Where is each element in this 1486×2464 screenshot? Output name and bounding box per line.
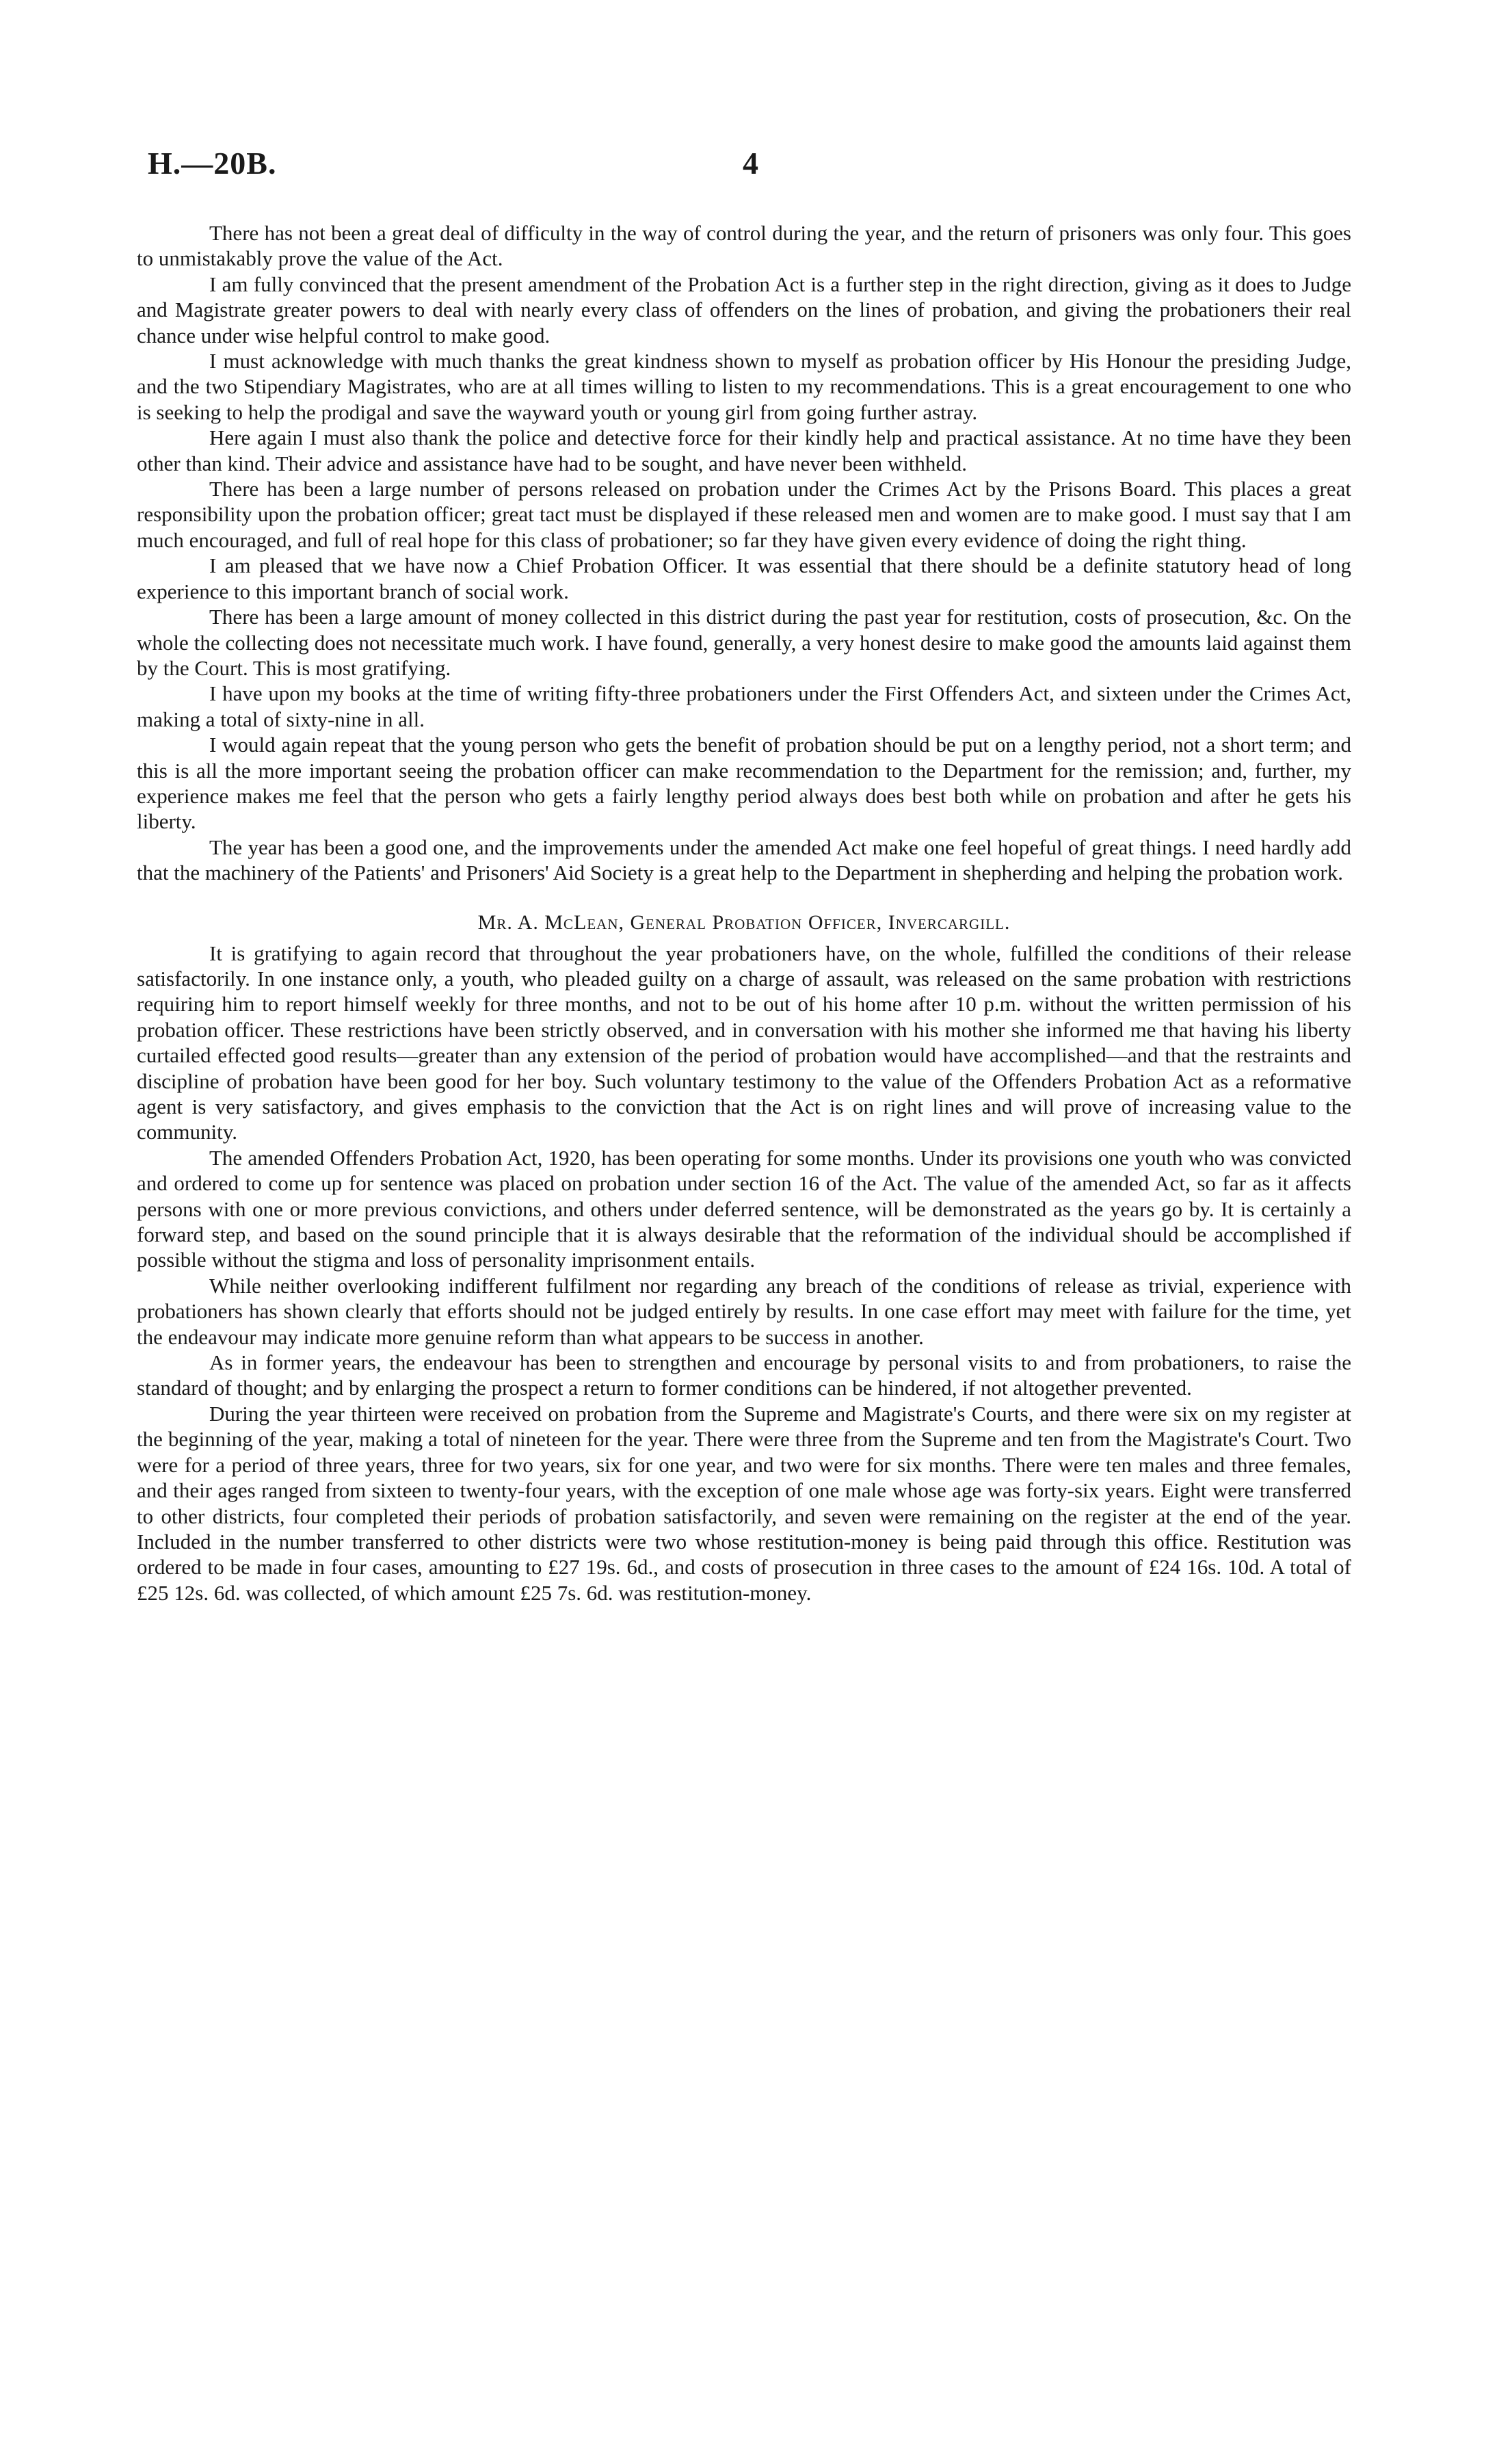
paragraph-chief-probation-officer: I am pleased that we have now a Chief Probation Officer. It was essential that there should be a definite statutory head of long experience to this important branch of social work. <box>137 553 1351 603</box>
document-reference: H.—20B. <box>148 146 277 181</box>
paragraph-former-years: As in former years, the endeavour has been to strengthen and encourage by personal visits to and from probationers, to raise the standard of thought; and by enlarging the prospect a return to former conditions can be hindered, if not altogether prevented. <box>137 1350 1351 1400</box>
paragraph-thanks-judge: I must acknowledge with much thanks the great kindness shown to myself as probation officer by His Honour the presiding Judge, and the two Stipendiary Magistrates, who are at all times willing to listen to my recommendations. This is a great encouragement to one who is seeking to help the prodigal and save the wayward youth or young girl from going further astray. <box>137 349 1351 424</box>
paragraph-control-during-year: There has not been a great deal of difficulty in the way of control during the year, and the return of prisoners was only four. This goes to unmistakably prove the value of the Act. <box>137 221 1351 271</box>
paragraph-judged-by-results: While neither overlooking indifferent fulfilment nor regarding any breach of the conditions of release as trivial, experience with probationers has shown clearly that efforts should not be judged entirely by results. In one case effort may meet with failure for the time, yet the endeavour may indicate more genuine reform than what appears to be success in another. <box>137 1273 1351 1349</box>
paragraph-gratifying-record: It is gratifying to again record that throughout the year probationers have, on the whole, fulfilled the conditions of their release satisfactorily. In one instance only, a youth, who pleaded guilty on a charge of assault, was released on the same probation with restrictions requiring him to report himself weekly for three months, and not to be out of his home after 10 p.m. without the written permission of his probation officer. These restrictions have been strictly observed, and in conversation with his mother she informed me that having his liberty curtailed effected good results—greater than any extension of the period of probation would have accomplished—and that the restraints and discipline of probation have been good for her boy. Such voluntary testimony to the value of the Offenders Probation Act as a reformative agent is very satisfactory, and gives emphasis to the conviction that the Act is on right lines and will prove of increasing value to the community. <box>137 941 1351 1144</box>
page-number: 4 <box>743 146 758 181</box>
paragraph-year-statistics: During the year thirteen were received on probation from the Supreme and Magistrate's Courts, and there were six on my register at the beginning of the year, making a total of nineteen for the year. There were three from the Supreme and ten from the Magistrate's Court. Two were for a period of three years, three for two years, six for one year, and two were for six months. There were ten males and three females, and their ages ranged from sixteen to twenty-four years, with the exception of one male whose age was forty-six years. Eight were transferred to other districts, four completed their periods of probation satisfactorily, and seven were remaining on the register at the end of the year. Included in the number transferred to other districts were two whose restitution-money is being paid through this office. Restitution was ordered to be made in four cases, amounting to £27 19s. 6d., and costs of prosecution in three cases to the amount of £24 16s. 10d. A total of £25 12s. 6d. was collected, of which amount £25 7s. 6d. was restitution-money. <box>137 1401 1351 1605</box>
paragraph-crimes-act-releases: There has been a large number of persons released on probation under the Crimes Act by the Prisons Board. This places a great responsibility upon the probation officer; great tact must be displayed if these released men and women are to make good. I must say that I am much encouraged, and full of real hope for this class of probationer; so far they have given every evidence of doing the right thing. <box>137 477 1351 552</box>
paragraph-good-year: The year has been a good one, and the improvements under the amended Act make one feel hopeful of great things. I need hardly add that the machinery of the Patients' and Prisoners' Aid Society is a great help to the Department in shepherding and helping the probation work. <box>137 835 1351 885</box>
section-heading-invercargill: Mr. A. McLean, General Probation Officer, Invercargill. <box>477 910 1011 934</box>
paragraph-lengthy-period: I would again repeat that the young person who gets the benefit of probation should be put on a lengthy period, not a short term; and this is all the more important seeing the probation officer can make recommendation to the Department for the remission; and, further, my experience makes me feel that the person who gets a fairly lengthy period always does best both while on probation and after he gets his liberty. <box>137 733 1351 834</box>
paragraph-thanks-police: Here again I must also thank the police and detective force for their kindly help and practical assistance. At no time have they been other than kind. Their advice and assistance have had to be sought, and have never been withheld. <box>137 425 1351 475</box>
report-body <box>137 220 1351 1605</box>
paragraph-amendment-conviction: I am fully convinced that the present amendment of the Probation Act is a further step in the right direction, giving as it does to Judge and Magistrate greater powers to deal with nearly every class of offenders on the lines of probation, and giving the probationers their real chance under wise helpful control to make good. <box>137 272 1351 348</box>
paragraph-probationers-count: I have upon my books at the time of writing fifty-three probationers under the First Offenders Act, and sixteen under the Crimes Act, making a total of sixty-nine in all. <box>137 681 1351 731</box>
page-header <box>148 145 1351 186</box>
paragraph-amended-act-1920: The amended Offenders Probation Act, 1920, has been operating for some months. Under its provisions one youth who was convicted and ordered to come up for sentence was placed on probation under section 16 of the Act. The value of the amended Act, so far as it affects persons with one or more previous convictions, and others under deferred sentence, will be demonstrated as the years go by. It is certainly a forward step, and based on the sound principle that it is always desirable that the reformation of the individual should be accomplished if possible without the stigma and loss of personality imprisonment entails. <box>137 1145 1351 1272</box>
paragraph-money-collected: There has been a large amount of money collected in this district during the past year for restitution, costs of prosecution, &c. On the whole the collecting does not necessitate much work. I have found, generally, a very honest desire to make good the amounts laid against them by the Court. This is most gratifying. <box>137 605 1351 680</box>
